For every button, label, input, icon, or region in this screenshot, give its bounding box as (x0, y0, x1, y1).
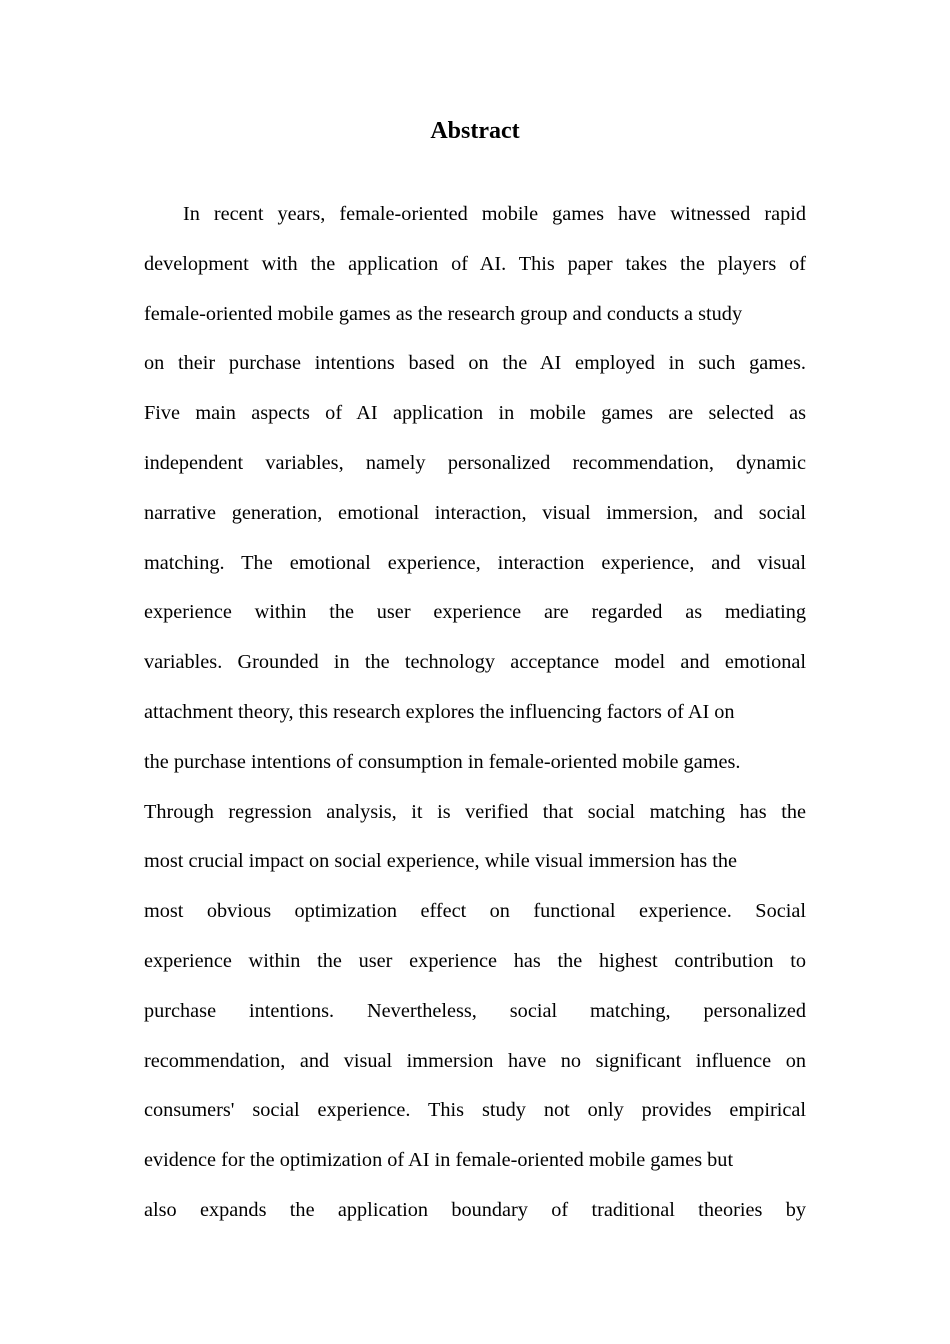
abstract-line: on their purchase intentions based on the AI employed in such games. (144, 352, 806, 375)
abstract-line: also expands the application boundary of traditional theories by (144, 1198, 806, 1221)
abstract-line: evidence for the optimization of AI in female-oriented mobile games but (144, 1149, 734, 1172)
abstract-line: development with the application of AI. This paper takes the players of (144, 252, 806, 275)
abstract-line: independent variables, namely personalized recommendation, dynamic (144, 451, 806, 474)
abstract-line: purchase intentions. Nevertheless, social matching, personalized (144, 999, 806, 1022)
abstract-line: consumers' social experience. This study not only provides empirical (144, 1099, 806, 1122)
abstract-line: most obvious optimization effect on functional experience. Social (144, 900, 806, 923)
abstract-line: experience within the user experience are regarded as mediating (144, 601, 806, 624)
abstract-line: female-oriented mobile games as the research group and conducts a study (144, 302, 743, 325)
abstract-line: recommendation, and visual immersion have no significant influence on (144, 1049, 806, 1072)
abstract-line: experience within the user experience has the highest contribution to (144, 949, 806, 972)
abstract-line: most crucial impact on social experience, while visual immersion has the (144, 850, 738, 873)
abstract-line: Five main aspects of AI application in mobile games are selected as (144, 402, 806, 425)
abstract-line: Through regression analysis, it is verified that social matching has the (144, 800, 806, 823)
abstract-line: In recent years, female-oriented mobile games have witnessed rapid (183, 203, 806, 225)
abstract-line: narrative generation, emotional interaction, visual immersion, and social (144, 501, 806, 524)
abstract-body (144, 190, 806, 1236)
abstract-heading: Abstract (430, 118, 520, 144)
abstract-line: variables. Grounded in the technology acceptance model and emotional (144, 651, 806, 674)
abstract-line: the purchase intentions of consumption in female-oriented mobile games. (144, 750, 741, 773)
abstract-line: attachment theory, this research explores the influencing factors of AI on (144, 700, 735, 723)
abstract-line: matching. The emotional experience, interaction experience, and visual (144, 551, 806, 574)
